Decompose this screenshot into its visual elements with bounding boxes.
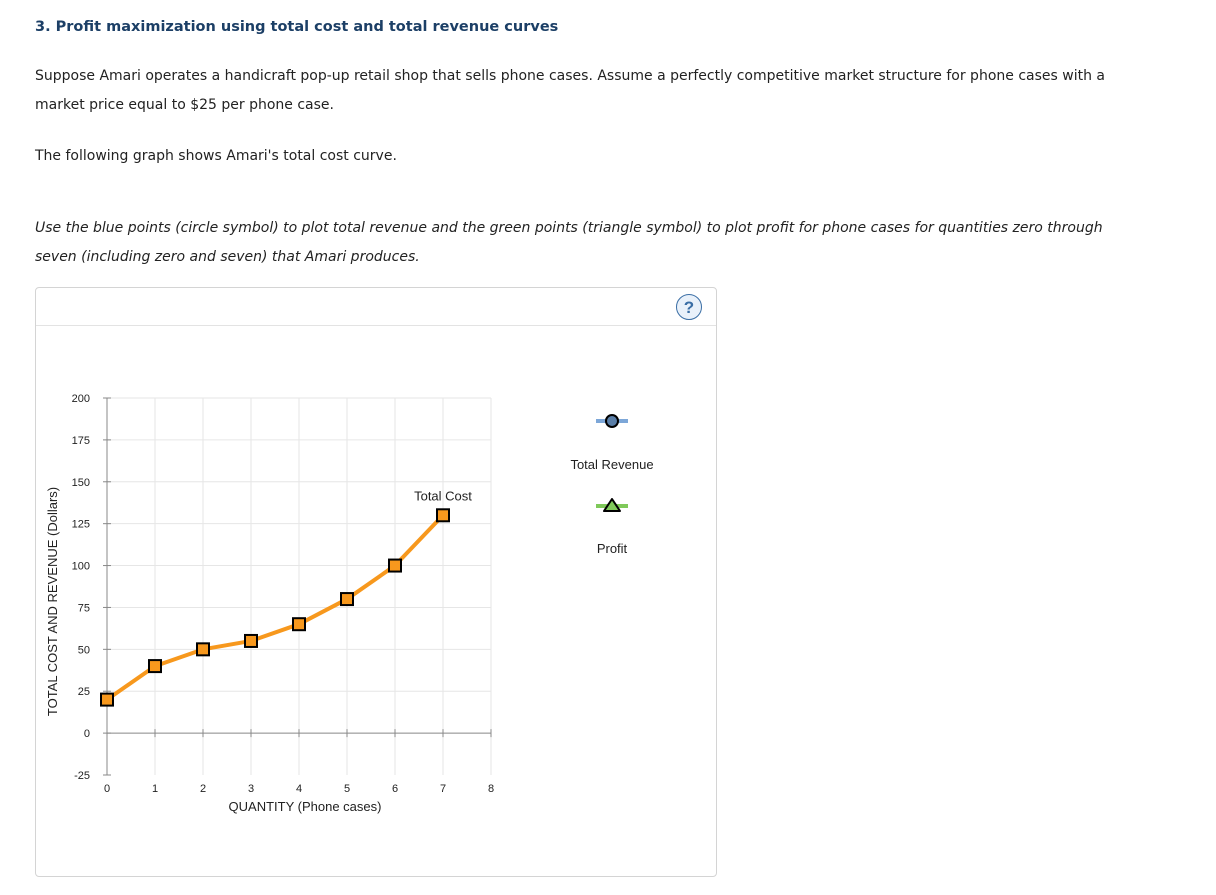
y-tick-label-150: 150 xyxy=(71,476,90,489)
y-tick-label-100: 100 xyxy=(71,560,90,573)
y-tick-label-175: 175 xyxy=(71,434,90,447)
x-axis-title: QUANTITY (Phone cases) xyxy=(228,799,382,814)
x-tick-label-5: 5 xyxy=(343,783,351,795)
x-tick-label-3: 3 xyxy=(247,783,255,795)
y-tick-label--25: -25 xyxy=(74,770,90,782)
x-tick-label-1: 1 xyxy=(151,783,159,795)
x-tick-label-2: 2 xyxy=(199,783,207,795)
y-tick-label-0: 0 xyxy=(83,728,90,741)
help-icon[interactable]: ? xyxy=(676,294,702,320)
question-title: 3. Profit maximization using total cost and total revenue curves xyxy=(35,19,559,35)
x-tick-label-4: 4 xyxy=(295,783,303,795)
total-cost-label: Total Cost xyxy=(414,488,472,504)
y-axis-title: TOTAL COST AND REVENUE (Dollars) xyxy=(45,486,60,717)
y-tick-label-50: 50 xyxy=(77,644,90,657)
graph-panel-header xyxy=(36,288,716,326)
legend-profit-label: Profit xyxy=(596,541,628,556)
x-tick-label-8: 8 xyxy=(487,783,495,795)
y-tick-label-25: 25 xyxy=(77,686,90,699)
graph-intro-paragraph: The following graph shows Amari's total cost curve. xyxy=(35,148,397,164)
y-tick-label-200: 200 xyxy=(71,393,90,405)
x-tick-label-6: 6 xyxy=(391,783,399,795)
instruction-paragraph: Use the blue points (circle symbol) to plot total revenue and the green points (triangle symbol) to plot profit for phone cases for quantities zero through seven (including zero and seven) that Amari produces. xyxy=(35,220,1103,265)
legend-total-revenue-label: Total Revenue xyxy=(570,457,654,472)
y-tick-label-125: 125 xyxy=(71,518,90,531)
graph-panel xyxy=(35,287,717,877)
y-tick-label-75: 75 xyxy=(77,602,90,615)
x-tick-label-7: 7 xyxy=(439,783,447,795)
scenario-paragraph: Suppose Amari operates a handicraft pop-up retail shop that sells phone cases. Assume a perfectly competitive market structure for phone cases with a market price equal to $25 per phone case. xyxy=(35,68,1105,113)
x-tick-label-0: 0 xyxy=(103,783,111,795)
